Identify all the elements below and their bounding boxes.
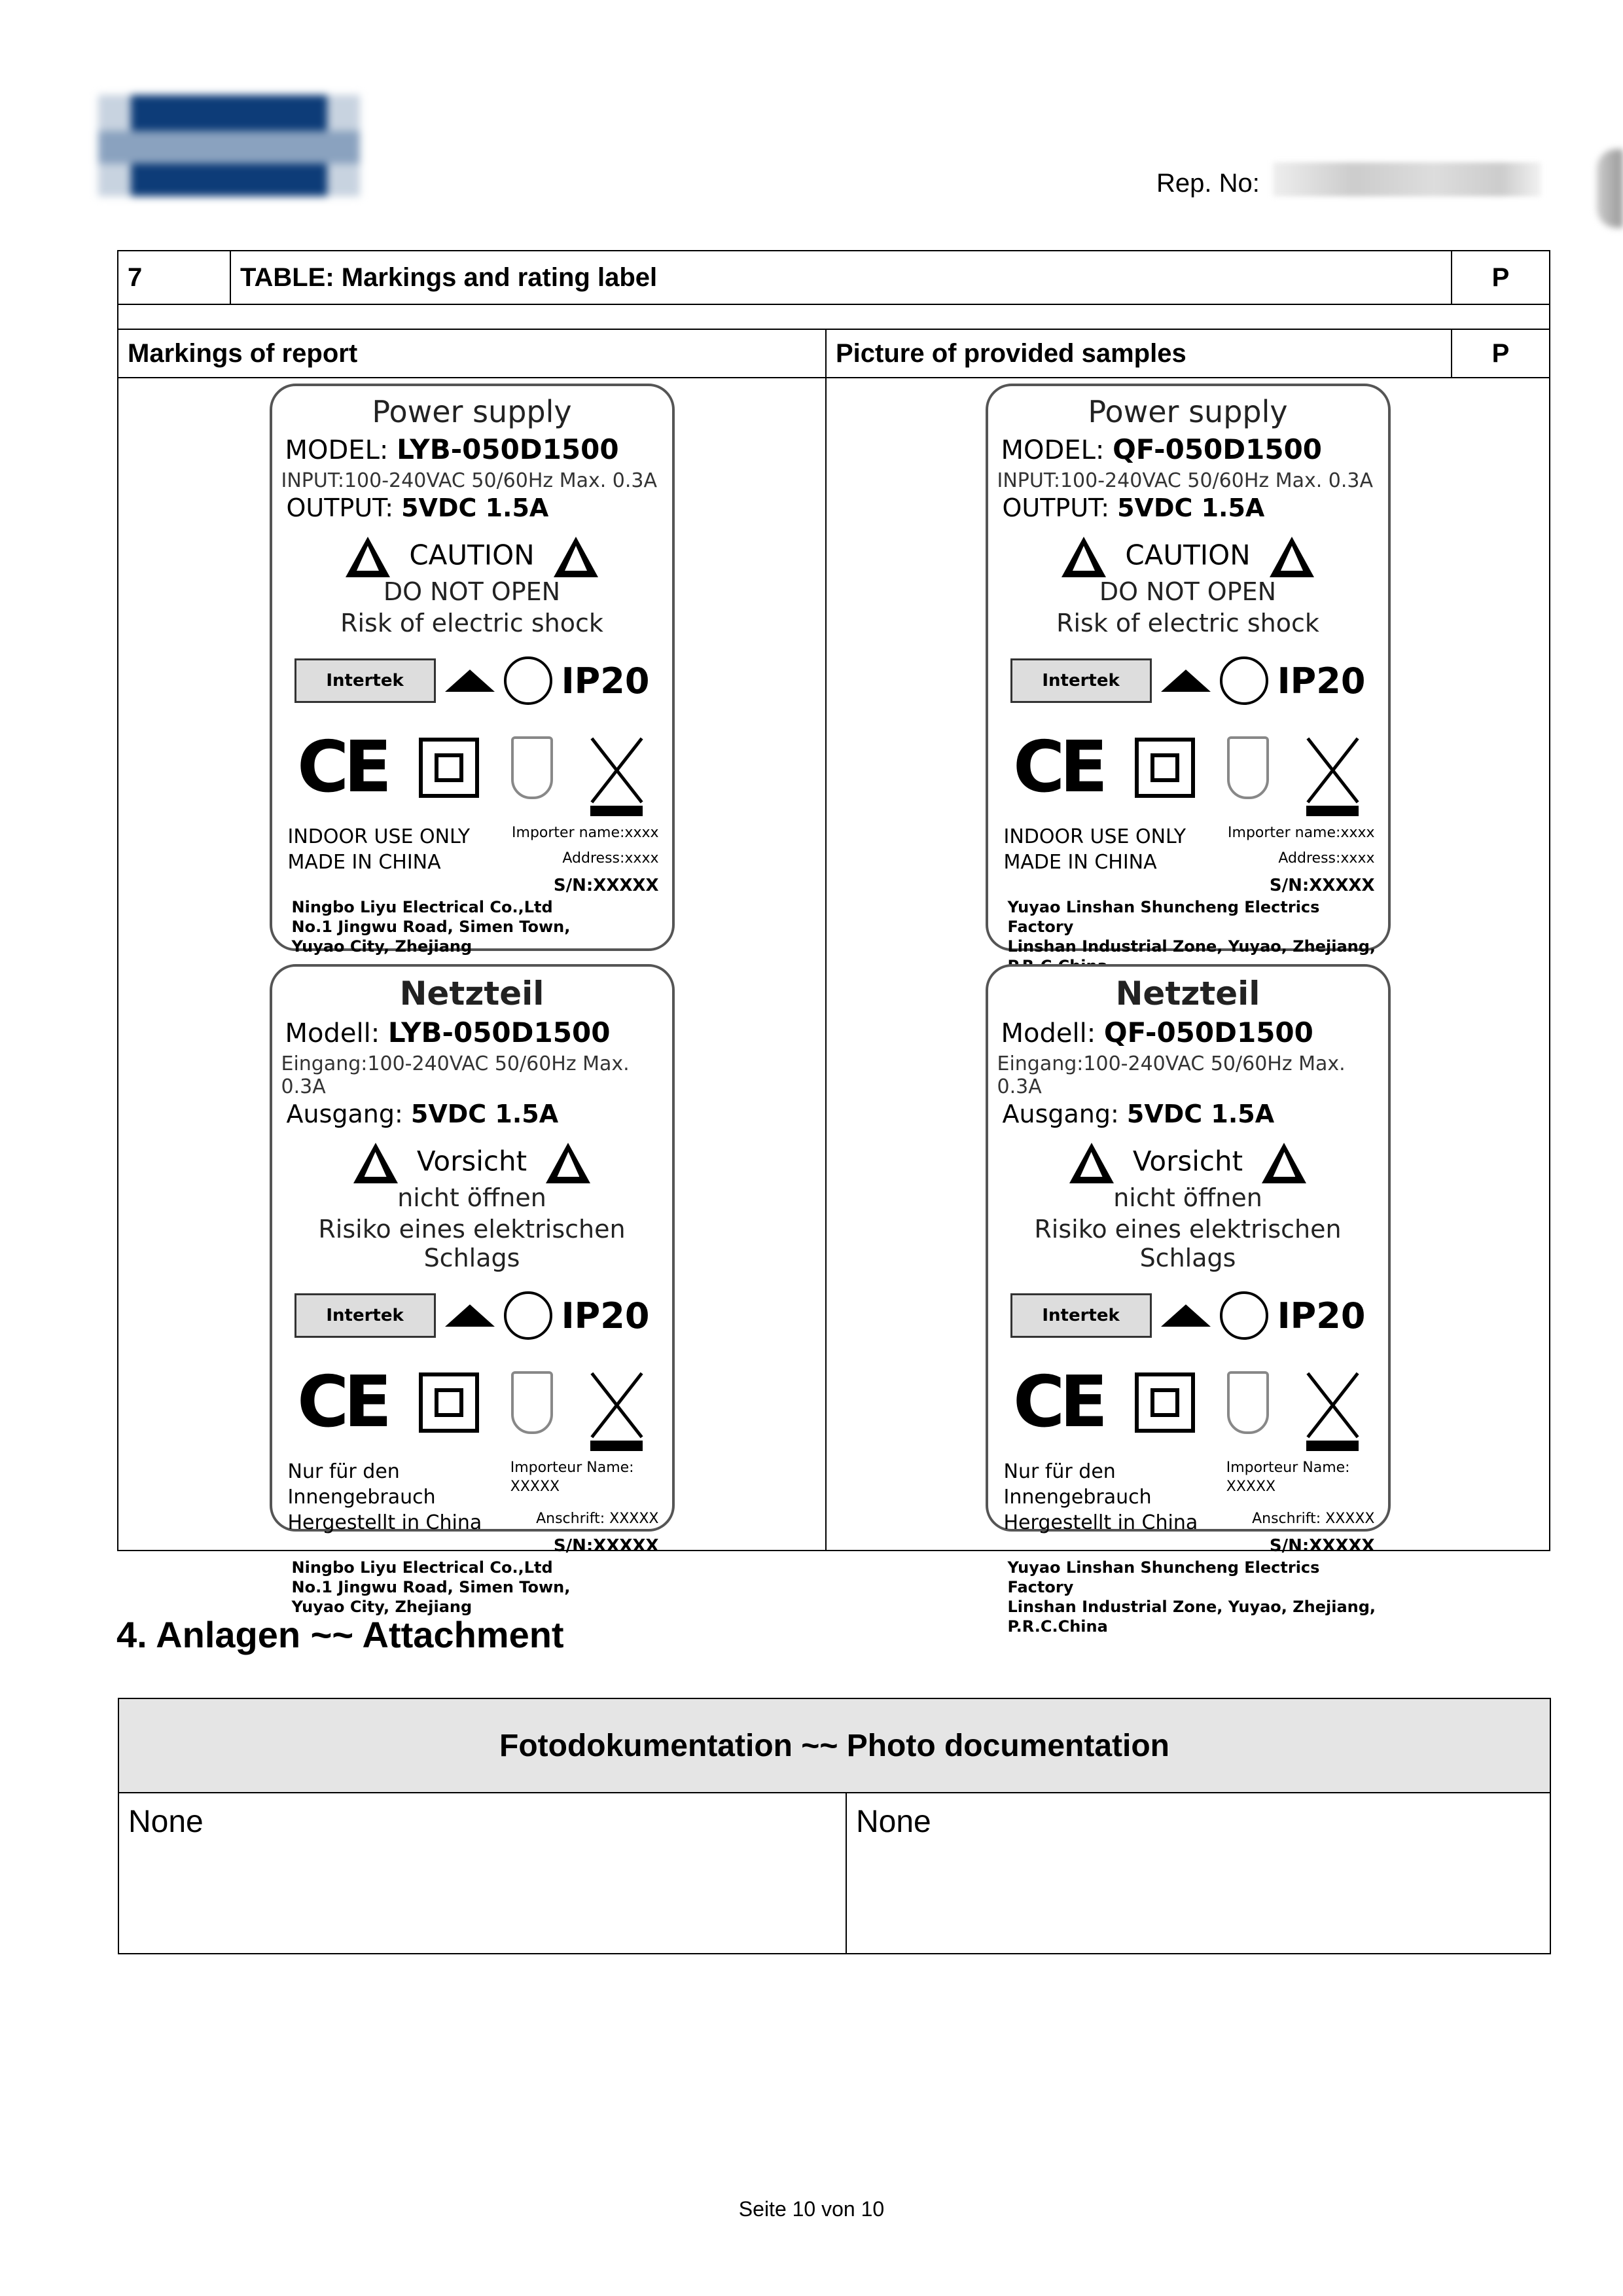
warning-icon	[353, 1143, 398, 1183]
company-logo	[98, 95, 360, 196]
label-input: Eingang:100-240VAC 50/60Hz Max. 0.3A	[281, 1052, 630, 1098]
label-output	[272, 1100, 672, 1128]
class-ii-icon	[1135, 1372, 1195, 1433]
class-ii-icon	[419, 1372, 479, 1433]
model-prefix: MODEL:	[285, 435, 389, 465]
shield-icon	[511, 736, 553, 799]
model-prefix: Modell:	[285, 1018, 380, 1049]
warning-icon	[1069, 1143, 1114, 1183]
company-name: Ningbo Liyu Electrical Co.,Ltd	[291, 1558, 553, 1577]
shield-icon	[511, 1371, 553, 1434]
ce-mark-icon: CE	[296, 726, 387, 808]
warning-icon	[546, 1143, 590, 1183]
indoor-text: Nur für den Innengebrauch	[1003, 1460, 1152, 1509]
photo-table-header: Fotodokumentation ~~ Photo documentation	[118, 1698, 1550, 1793]
section-heading: 4. Anlagen ~~ Attachment	[116, 1614, 564, 1655]
company-address-2: Yuyao City, Zhejiang	[291, 1597, 473, 1616]
risk-text: Risiko eines elektrischen Schlags	[318, 1215, 626, 1272]
weee-bin-icon	[1301, 1365, 1363, 1441]
output-prefix: Ausgang:	[1002, 1100, 1119, 1128]
class-ii-icon	[1135, 738, 1195, 798]
safety-transformer-icon	[1220, 656, 1268, 705]
shield-icon	[1227, 1371, 1269, 1434]
risk-text: Risiko eines elektrischen Schlags	[1034, 1215, 1342, 1272]
do-not-open-text: DO NOT OPEN	[1099, 577, 1277, 606]
clause-number: 7	[118, 251, 230, 304]
warning-icon	[346, 537, 390, 577]
certification-row	[988, 726, 1388, 808]
report-labels-cell	[118, 378, 826, 1616]
company-name: Ningbo Liyu Electrical Co.,Ltd	[291, 897, 553, 916]
do-not-open-text: nicht öffnen	[1113, 1183, 1262, 1212]
do-not-open-text: DO NOT OPEN	[383, 577, 561, 606]
label-footer	[988, 1459, 1388, 1558]
caution-row	[988, 537, 1388, 577]
symbol-row	[988, 655, 1388, 707]
company-address-2: P.R.C.China	[1007, 1617, 1108, 1636]
output-prefix: Ausgang:	[286, 1100, 403, 1128]
label-footer	[272, 824, 672, 897]
label-title: Power supply	[1088, 394, 1288, 429]
serial-number: S/N:XXXXX	[1269, 876, 1375, 895]
indoor-house-icon	[445, 1304, 495, 1327]
indoor-text: INDOOR USE ONLY	[287, 825, 471, 848]
label-title: Power supply	[372, 394, 572, 429]
label-input: INPUT:100-240VAC 50/60Hz Max. 0.3A	[997, 469, 1374, 492]
made-in-text: Hergestellt in China	[1003, 1511, 1198, 1534]
importer-text: Importeur Name: XXXXX	[1226, 1460, 1350, 1495]
caution-row	[988, 1143, 1388, 1183]
caution-row	[272, 537, 672, 577]
safety-transformer-icon	[1220, 1291, 1268, 1340]
report-number-redacted	[1273, 162, 1541, 196]
address-text: Anschrift: XXXXX	[1252, 1511, 1375, 1527]
caution-text: Vorsicht	[1132, 1145, 1243, 1177]
importer-text: Importer name:xxxx	[512, 825, 659, 841]
made-in-text: MADE IN CHINA	[287, 851, 441, 874]
table-title: TABLE: Markings and rating label	[230, 251, 1452, 304]
model-prefix: Modell:	[1001, 1018, 1096, 1049]
certification-row	[272, 1361, 672, 1443]
risk-text: Risk of electric shock	[1056, 609, 1319, 637]
col-verdict-header: P	[1452, 329, 1550, 378]
rating-label	[986, 964, 1391, 1636]
serial-number: S/N:XXXXX	[553, 1536, 659, 1556]
weee-bin-icon	[585, 1365, 647, 1441]
ip-rating: IP20	[561, 1295, 650, 1336]
caution-text: Vorsicht	[416, 1145, 527, 1177]
warning-icon	[1270, 537, 1314, 577]
output-rating: 5VDC 1.5A	[401, 493, 549, 522]
rating-label	[270, 964, 675, 1616]
warning-icon	[554, 537, 598, 577]
ip-rating: IP20	[1277, 1295, 1366, 1336]
company-address-1: No.1 Jingwu Road, Simen Town,	[291, 917, 571, 936]
model-number: LYB-050D1500	[397, 433, 619, 465]
indoor-house-icon	[445, 670, 495, 692]
company-name: Yuyao Linshan Shuncheng Electrics Factory	[1007, 897, 1320, 936]
page-footer: Seite 10 von 10	[738, 2197, 885, 2221]
label-output	[988, 493, 1388, 522]
ce-mark-icon: CE	[1012, 726, 1103, 808]
rating-label	[270, 384, 675, 956]
intertek-gs-mark: Intertek	[294, 658, 436, 703]
output-rating: 5VDC 1.5A	[410, 1100, 559, 1128]
label-title: Netzteil	[399, 975, 544, 1013]
output-rating: 5VDC 1.5A	[1117, 493, 1265, 522]
address-text: Anschrift: XXXXX	[536, 1511, 659, 1527]
symbol-row	[272, 655, 672, 707]
ip-rating: IP20	[1277, 660, 1366, 702]
safety-transformer-icon	[504, 656, 552, 705]
ce-mark-icon: CE	[296, 1361, 387, 1443]
intertek-gs-mark: Intertek	[1010, 1293, 1152, 1338]
photo-left-cell: None	[118, 1793, 846, 1954]
indoor-house-icon	[1161, 1304, 1211, 1327]
certification-row	[272, 726, 672, 808]
indoor-text: INDOOR USE ONLY	[1003, 825, 1186, 848]
model-number: QF-050D1500	[1113, 433, 1323, 465]
symbol-row	[988, 1289, 1388, 1342]
col-report-header: Markings of report	[118, 329, 826, 378]
ce-mark-icon: CE	[1012, 1361, 1103, 1443]
model-number: QF-050D1500	[1103, 1016, 1313, 1049]
label-model	[272, 433, 672, 465]
col-samples-header: Picture of provided samples	[826, 329, 1452, 378]
page-edge-shadow	[1597, 149, 1623, 228]
label-output	[988, 1100, 1388, 1128]
indoor-text: Nur für den Innengebrauch	[287, 1460, 436, 1509]
photo-right-cell: None	[846, 1793, 1550, 1954]
company-address-2: Yuyao City, Zhejiang	[291, 937, 473, 956]
class-ii-icon	[419, 738, 479, 798]
risk-text: Risk of electric shock	[340, 609, 603, 637]
warning-icon	[1262, 1143, 1306, 1183]
intertek-gs-mark: Intertek	[294, 1293, 436, 1338]
importer-text: Importer name:xxxx	[1228, 825, 1375, 841]
output-prefix: OUTPUT:	[286, 493, 394, 522]
safety-transformer-icon	[504, 1291, 552, 1340]
company-address-1: No.1 Jingwu Road, Simen Town,	[291, 1577, 571, 1596]
importer-text: Importeur Name: XXXXX	[510, 1460, 634, 1495]
weee-bin-icon	[1301, 730, 1363, 806]
report-number-label: Rep. No:	[1156, 169, 1260, 198]
symbol-row	[272, 1289, 672, 1342]
table-verdict: P	[1452, 251, 1550, 304]
company-address-1: Linshan Industrial Zone, Yuyao, Zhejiang,	[1007, 937, 1376, 956]
model-number: LYB-050D1500	[387, 1016, 611, 1049]
weee-bin-icon	[585, 730, 647, 806]
label-model	[988, 1016, 1388, 1049]
certification-row	[988, 1361, 1388, 1443]
company-name: Yuyao Linshan Shuncheng Electrics Factory	[1007, 1558, 1320, 1596]
shield-icon	[1227, 736, 1269, 799]
indoor-house-icon	[1161, 670, 1211, 692]
model-prefix: MODEL:	[1001, 435, 1105, 465]
sample-labels-cell	[826, 378, 1550, 1636]
output-prefix: OUTPUT:	[1002, 493, 1110, 522]
do-not-open-text: nicht öffnen	[397, 1183, 546, 1212]
serial-number: S/N:XXXXX	[553, 876, 659, 895]
label-output	[272, 493, 672, 522]
spacer-row	[118, 304, 1550, 329]
address-text: Address:xxxx	[562, 850, 659, 867]
label-footer	[272, 1459, 672, 1558]
rating-label	[986, 384, 1391, 956]
label-model	[988, 433, 1388, 465]
label-footer	[988, 824, 1388, 897]
made-in-text: Hergestellt in China	[287, 1511, 482, 1534]
address-text: Address:xxxx	[1278, 850, 1375, 867]
output-rating: 5VDC 1.5A	[1126, 1100, 1275, 1128]
warning-icon	[1061, 537, 1106, 577]
intertek-gs-mark: Intertek	[1010, 658, 1152, 703]
caution-text: CAUTION	[1125, 539, 1251, 571]
photo-table	[118, 1698, 1551, 1954]
made-in-text: MADE IN CHINA	[1003, 851, 1157, 874]
label-input: INPUT:100-240VAC 50/60Hz Max. 0.3A	[281, 469, 658, 492]
ip-rating: IP20	[561, 660, 650, 702]
label-input: Eingang:100-240VAC 50/60Hz Max. 0.3A	[997, 1052, 1346, 1098]
company-address-1: Linshan Industrial Zone, Yuyao, Zhejiang,	[1007, 1597, 1376, 1616]
label-title: Netzteil	[1115, 975, 1260, 1013]
serial-number: S/N:XXXXX	[1269, 1536, 1375, 1556]
caution-text: CAUTION	[409, 539, 535, 571]
caution-row	[272, 1143, 672, 1183]
label-model	[272, 1016, 672, 1049]
